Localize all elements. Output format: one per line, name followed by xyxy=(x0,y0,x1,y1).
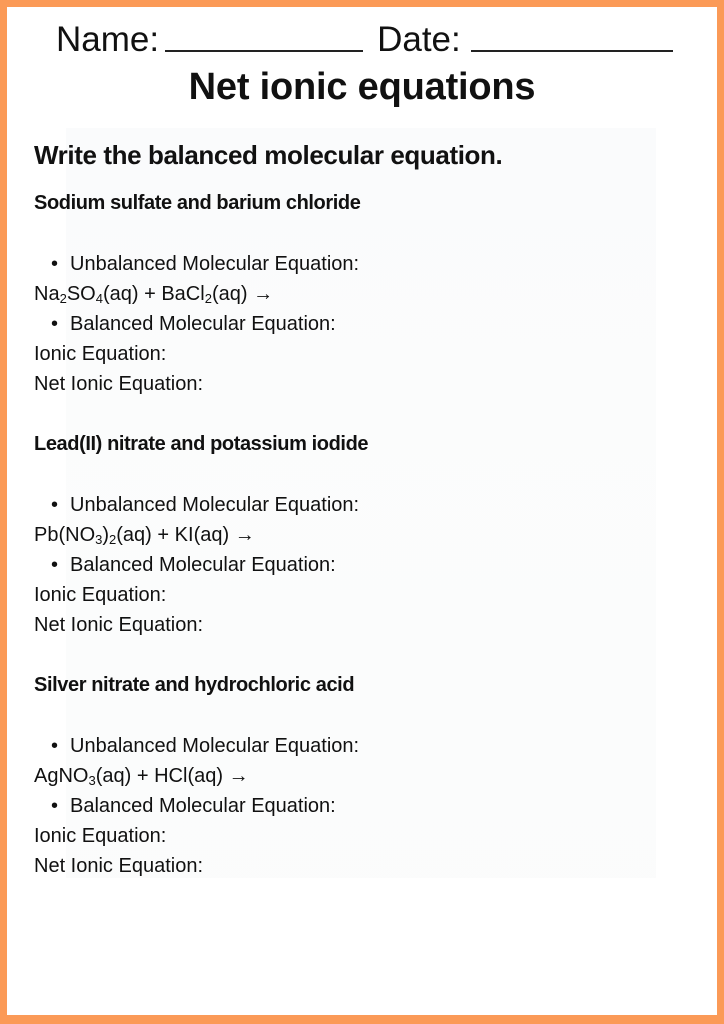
bullet-icon: • xyxy=(51,253,59,275)
unbalanced-label: Unbalanced Molecular Equation: xyxy=(70,494,360,516)
bullet-icon: • xyxy=(51,554,59,576)
bullet-icon: • xyxy=(51,494,59,516)
section-title: Silver nitrate and hydrochloric acid xyxy=(34,674,355,696)
section-silver-nitrate-hydrochloric-acid xyxy=(34,670,674,881)
net-ionic-equation-label: Net Ionic Equation: xyxy=(34,614,203,636)
date-blank-line[interactable] xyxy=(471,50,673,52)
header-row xyxy=(56,16,684,60)
ionic-equation-label: Ionic Equation: xyxy=(34,825,167,847)
unbalanced-equation-item xyxy=(34,731,674,761)
reaction-equation: AgNO$_3$(aq) + HCl(aq) → xyxy=(34,765,249,788)
net-ionic-equation-label: Net Ionic Equation: xyxy=(34,373,203,395)
page-title: Net ionic equations xyxy=(188,66,536,108)
balanced-equation-item xyxy=(34,309,674,339)
name-blank-line[interactable] xyxy=(165,50,363,52)
balanced-equation-item xyxy=(34,791,674,821)
ionic-equation-label: Ionic Equation: xyxy=(34,343,167,365)
net-ionic-equation-label: Net Ionic Equation: xyxy=(34,855,203,877)
name-label: Name: xyxy=(56,20,160,59)
unbalanced-label: Unbalanced Molecular Equation: xyxy=(70,253,360,275)
date-label: Date: xyxy=(377,20,461,59)
instruction-heading: Write the balanced molecular equation. xyxy=(34,140,503,170)
balanced-label: Balanced Molecular Equation: xyxy=(70,554,336,576)
unbalanced-label: Unbalanced Molecular Equation: xyxy=(70,735,360,757)
arrow-icon: → xyxy=(253,283,274,305)
arrow-icon: → xyxy=(228,765,249,787)
bullet-icon: • xyxy=(51,795,59,817)
reaction-equation: $Na_2SO_4(aq)$ + BaCl$_2$(aq) → xyxy=(34,283,274,306)
bullet-icon: • xyxy=(51,313,59,335)
arrow-icon: → xyxy=(234,524,255,546)
reaction-equation: $Pb(NO_3)_2(aq) + KI(aq)$ → xyxy=(34,524,255,547)
unbalanced-equation-item xyxy=(34,490,674,520)
balanced-label: Balanced Molecular Equation: xyxy=(70,795,336,817)
balanced-equation-item xyxy=(34,550,674,580)
section-title: Sodium sulfate and barium chloride xyxy=(34,192,361,214)
unbalanced-equation-item xyxy=(34,249,674,279)
ionic-equation-label: Ionic Equation: xyxy=(34,584,167,606)
section-sodium-sulfate-barium-chloride xyxy=(34,188,674,399)
balanced-label: Balanced Molecular Equation: xyxy=(70,313,336,335)
bullet-icon: • xyxy=(51,735,59,757)
section-title: Lead(II) nitrate and potassium iodide xyxy=(34,433,369,455)
section-lead-nitrate-potassium-iodide xyxy=(34,429,674,640)
